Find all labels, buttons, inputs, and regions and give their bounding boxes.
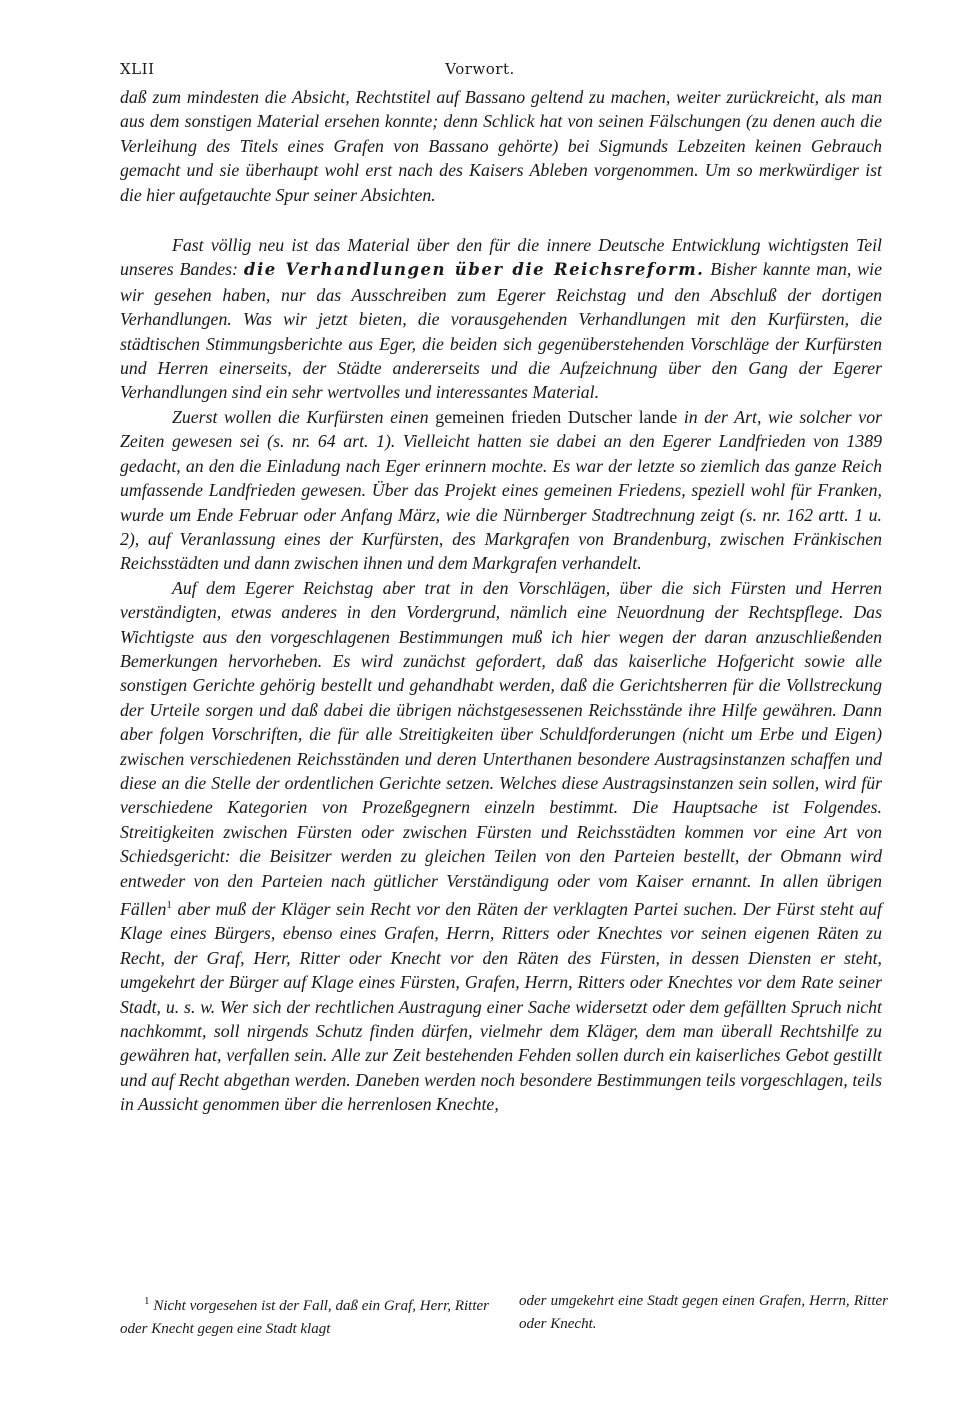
footnote-text: Nicht vorgesehen ist der Fall, daß ein Graf, Herr, Ritter oder Knecht gegen eine Stadt klagt <box>120 1298 489 1337</box>
page-number: XLII <box>120 60 155 78</box>
source-quote: gemeinen frieden Dutscher lande <box>435 406 678 427</box>
body-text <box>120 85 882 1117</box>
paragraph-reichsreform <box>120 233 882 405</box>
footnote-marker: 1 <box>144 1295 150 1307</box>
paragraph-text: aber muß der Kläger sein Recht vor den Räten der verklagten Partei suchen. Der Fürst steht auf Klage eines Bürgers, ebenso eines Grafen, Herrn, Ritters oder Knechtes vor seinen eigenen Räten zu Recht, der Graf, Herr, Ritter oder Knecht vor den Räten des Fürsten, in dessen Diensten er steht, umgekehrt der Bürger auf Klage eines Fürsten, Grafen, Herrn, Ritters oder Knechtes vor dem Rate seiner Stadt, u. s. w. Wer sich der rechtlichen Austragung einer Sache widersetzt oder dem gefällten Spruch nicht nachkommt, soll nirgends Schutz finden dürfen, vielmehr dem Kläger, dem man überall Rechtshilfe zu gewähren hat, verfallen sein. Alle zur Zeit bestehenden Fehden sollen durch ein kaiserliches Gebot gestillt und auf Recht abgethan werden. Daneben werden noch besondere Bestimmungen teils vorgeschlagen, teils in Aussicht genommen über die herrenlosen Knechte, <box>120 898 882 1115</box>
paragraph-egerer-reichstag <box>120 576 882 1117</box>
footnote-reference[interactable]: 1 <box>166 899 172 911</box>
paragraph-kurfuersten <box>120 405 882 576</box>
paragraph-text: in der Art, wie solcher vor Zeiten gewesen sei (s. nr. 64 art. 1). Vielleicht hatten sie dabei an den Egerer Landfrieden von 1389 gedacht, an den die Einladung nach Eger erinnern mochte. Es war der letzte so ziemlich das ganze Reich umfassende Landfrieden gewesen. Über das Projekt eines gemeinen Friedens, speziell wohl für Franken, wurde um Ende Februar oder Anfang März, wie die Nürnberger Stadtrechnung zeigt (s. nr. 162 artt. 1 u. 2), auf Veranlassung eines der Kurfürsten, des Markgrafen von Brandenburg, zwischen Fränkischen Reichsstädten und dann zwischen ihnen und dem Markgrafen verhandelt. <box>120 406 883 574</box>
running-title: Vorwort. <box>445 60 515 78</box>
paragraph-text: Bisher kannte man, wie wir gesehen haben, nur das Ausschreiben zum Egerer Reichstag und den Abschluß der dortigen Verhandlungen. Was wir jetzt bieten, die vorausgehenden Verhandlungen mit den Kurfürsten, die städtischen Stimmungsberichte aus Eger, die beiden sich gegenüberstehenden Vorschläge der Kurfürsten und Herren einerseits, der Städte andererseits und die Aufzeichnung über den Gang der Egerer Verhandlungen sind ein sehr wertvolles und interessantes Material. <box>120 259 882 403</box>
emphasis-heading: die Verhandlungen über die Reichsreform. <box>243 260 705 280</box>
paragraph-text: Auf dem Egerer Reichstag aber trat in den Vorschlägen, über die sich Fürsten und Herren verständigten, etwas anderes in den Vordergrund, nämlich eine Neuordnung der Rechtspflege. Das Wichtigste aus den vorgeschlagenen Bestimmungen muß ich hier wegen der daran anzuschließenden Bemerkungen hervorheben. Es wird zunächst gefordert, daß das kaiserliche Hofgericht sowie alle sonstigen Gerichte gehörig bestellt und gehandhabt werden, daß die Gerichtsherren für die Vollstreckung der Urteile sorgen und daß dabei die übrigen nächstgesessenen Reichsstände ihre Hilfe gewähren. Dann aber folgen Vorschriften, die für alle Streitigkeiten über Schuldforderungen (nicht um Erbe und Eigen) zwischen verschiedenen Reichsständen und deren Unterthanen besondere Austragsinstanzen schaffen und diese an die Stelle der ordentlichen Gerichte setzen. Welches diese Austragsinstanzen sein sollen, wird für verschiedene Kategorien von Prozeßgegnern einzeln bestimmt. Die Hauptsache ist Folgendes. Streitigkeiten zwischen Fürsten oder zwischen Fürsten und Reichsstädten kommen vor eine Art von Schiedsgericht: die Beisitzer werden zu gleichen Teilen von den Parteien bestellt, der Obmann wird entweder von den Parteien nach gütlicher Verständigung oder vom Kaiser ernannt. In allen übrigen Fällen <box>120 577 882 919</box>
paragraph-text: Fast völlig neu ist das Material über den für die innere Deutsche Entwicklung wichtigsten Teil unseres Bandes: <box>120 235 882 280</box>
footnote <box>120 1290 888 1341</box>
footnote-text: oder umgekehrt eine Stadt gegen einen Grafen, Herrn, Ritter oder Knecht. <box>519 1293 888 1332</box>
footnote-column-left <box>120 1290 489 1341</box>
paragraph-text: Zuerst wollen die Kurfürsten einen <box>172 406 436 427</box>
paragraph-continuation: daß zum mindesten die Absicht, Rechtstitel auf Bassano geltend zu machen, weiter zurückreicht, als man aus dem sonstigen Material ersehen konnte; denn Schlick hat von seinen Fälschungen (zu denen auch die Verleihung des Titels eines Grafen von Bassano gehörte) bei Sigmunds Lebzeiten keinen Gebrauch gemacht und sie überhaupt wohl erst nach des Kaisers Ableben vorgenommen. Um so merkwürdiger ist die hier aufgetauchte Spur seiner Absichten. <box>120 87 882 205</box>
footnote-column-right <box>519 1290 888 1341</box>
